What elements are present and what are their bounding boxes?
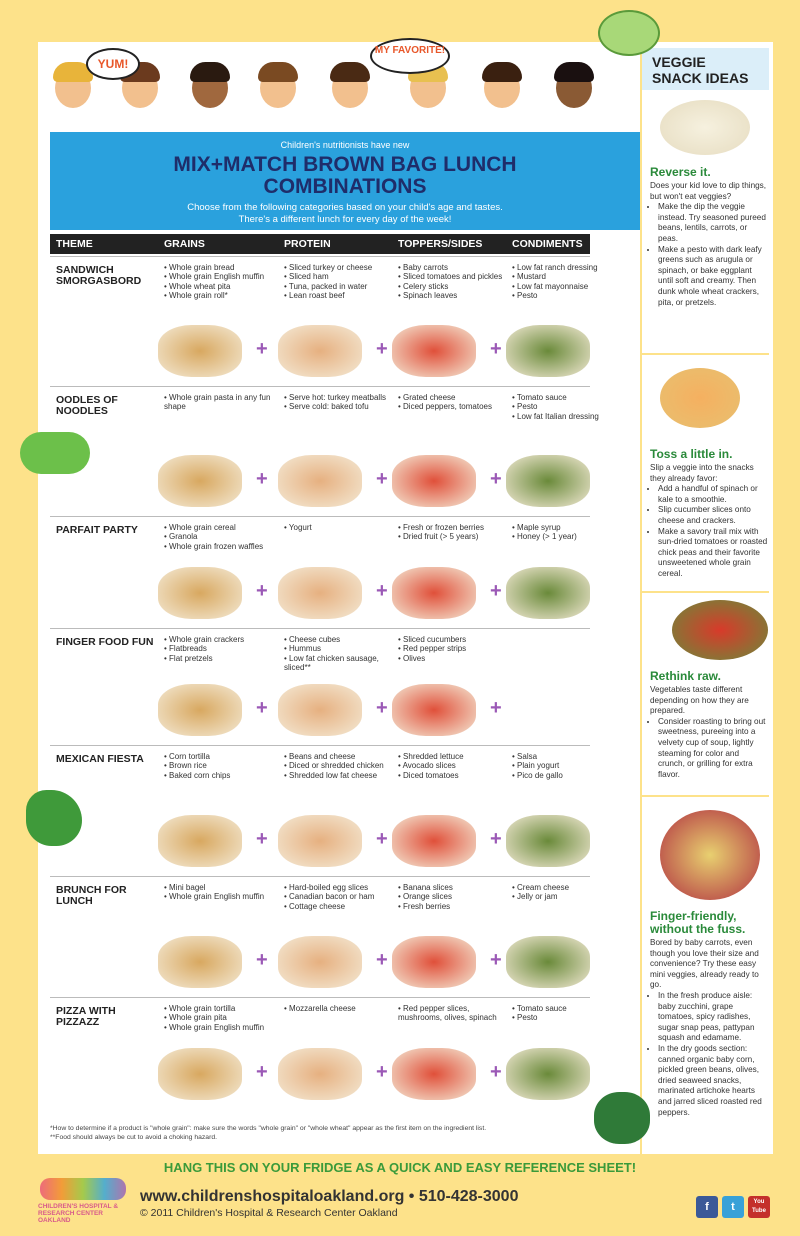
table-row [50, 256, 598, 387]
food-photo [278, 936, 362, 988]
desc-line-1: Choose from the following categories based on your child's age and tastes. [187, 202, 503, 213]
cell-toppers [398, 883, 508, 911]
section-intro: Does your kid love to dip things, but won't eat veggies? [650, 181, 767, 201]
header-condiments: CONDIMENTS [512, 238, 583, 250]
plus-icon: + [376, 1061, 388, 1083]
title-line-1: MIX+MATCH BROWN BAG LUNCH [173, 153, 517, 176]
cell-item: • Grated cheese [398, 393, 508, 402]
plus-icon: + [256, 1061, 268, 1083]
cell-item: • Brown rice [164, 761, 274, 770]
section-intro: Slip a veggie into the snacks they already favor: [650, 463, 754, 483]
sidebar-section-rethink [650, 670, 768, 780]
title-banner [50, 132, 640, 230]
hospital-logo-icon [40, 1178, 126, 1200]
cell-item: • Whole grain bread [164, 263, 274, 272]
plus-icon: + [376, 828, 388, 850]
cell-protein [284, 263, 394, 300]
plus-icon: + [490, 468, 502, 490]
cell-item: • Cheese cubes [284, 635, 394, 644]
table-row [50, 745, 590, 877]
dip-photo [660, 100, 750, 155]
cell-item: • Corn tortilla [164, 752, 274, 761]
crackers-photo [660, 368, 740, 428]
cell-condiments [512, 1004, 622, 1023]
cell-item: • Jelly or jam [512, 892, 622, 901]
facebook-icon[interactable]: f [696, 1196, 718, 1218]
cell-condiments [512, 523, 622, 542]
cell-protein [284, 523, 394, 532]
table-row [50, 876, 590, 998]
plus-icon: + [490, 949, 502, 971]
melon-character-icon [598, 10, 660, 56]
plus-icon: + [376, 697, 388, 719]
cell-item: • Banana slices [398, 883, 508, 892]
cell-grains [164, 883, 274, 902]
cell-item: • Diced peppers, tomatoes [398, 402, 508, 411]
cell-item: • Red pepper strips [398, 644, 508, 653]
cell-item: • Whole grain tortilla [164, 1004, 274, 1013]
food-photo [278, 1048, 362, 1100]
twitter-icon[interactable]: t [722, 1196, 744, 1218]
plus-icon: + [490, 1061, 502, 1083]
cell-item: • Orange slices [398, 892, 508, 901]
footnote-whole-grain: *How to determine if a product is "whole grain": make sure the words "whole grain" or "whole wheat" appear as the first item on the ingredient list. [50, 1125, 487, 1132]
sidebar-section-finger-friendly [650, 910, 768, 1118]
cell-item: • Plain yogurt [512, 761, 622, 770]
cell-item: • Fresh berries [398, 902, 508, 911]
cell-toppers [398, 393, 508, 412]
cell-grains [164, 1004, 274, 1032]
table-row [50, 628, 590, 746]
cell-item: • Whole grain frozen waffles [164, 542, 274, 551]
cell-condiments [512, 752, 622, 780]
plus-icon: + [490, 338, 502, 360]
header-grains: GRAINS [164, 238, 205, 250]
page-title [50, 154, 640, 198]
food-photo [278, 325, 362, 377]
food-photo [392, 815, 476, 867]
food-photo [392, 684, 476, 736]
cell-grains [164, 635, 274, 663]
pepper-character-icon [594, 1092, 650, 1144]
list-item: • Make a savory trail mix with sun-dried tomatoes or roasted chick peas and their favorite unsweetened whole grain cereal. [658, 527, 768, 580]
cell-item: • Flat pretzels [164, 654, 274, 663]
table-row [50, 997, 590, 1110]
food-photo [506, 455, 590, 507]
food-photo [392, 455, 476, 507]
plus-icon: + [256, 468, 268, 490]
cell-grains [164, 263, 274, 300]
row-theme: OODLES OF NOODLES [56, 394, 118, 417]
row-theme: PARFAIT PARTY [56, 524, 138, 536]
cell-condiments [512, 263, 622, 300]
food-photo [158, 325, 242, 377]
cell-item: • Pesto [512, 1013, 622, 1022]
food-photo [506, 1048, 590, 1100]
food-photo [506, 325, 590, 377]
title-line-2: COMBINATIONS [263, 175, 427, 198]
hospital-logo-text: CHILDREN'S HOSPITAL & RESEARCH CENTER OAKLAND [38, 1203, 119, 1224]
list-item: • Make a pesto with dark leafy greens such as arugula or spinach, or bake eggplant until soft and creamy. Then dunk whole wheat crackers, pita, or pretzels. [658, 245, 768, 309]
cell-item: • Spinach leaves [398, 291, 508, 300]
cell-item: • Sliced turkey or cheese [284, 263, 394, 272]
cell-item: • Olives [398, 654, 508, 663]
cell-item: • Baby carrots [398, 263, 508, 272]
food-photo [392, 1048, 476, 1100]
cell-item: • Cottage cheese [284, 902, 394, 911]
list-item: • Consider roasting to bring out sweetness, pureeing into a velvety cup of soup, lightly steaming for color and crunch, or grilling for extra flavor. [658, 717, 768, 781]
row-theme: PIZZA WITH PIZZAZZ [56, 1005, 116, 1028]
list-item: • In the dry goods section: canned organic baby corn, pickled green beans, olives, dried seaweed snacks, marinated artichoke hearts and jarred sliced roasted red peppers. [658, 1044, 768, 1118]
cell-item: • Whole grain pasta in any fun shape [164, 393, 274, 412]
row-theme: BRUNCH FOR LUNCH [56, 884, 127, 907]
row-theme: SANDWICH SMORGASBORD [56, 264, 142, 287]
cell-item: • Honey (> 1 year) [512, 532, 622, 541]
cell-item: • Whole grain cereal [164, 523, 274, 532]
cell-item: • Tuna, packed in water [284, 282, 394, 291]
plus-icon: + [490, 697, 502, 719]
cell-item: • Salsa [512, 752, 622, 761]
cell-item: • Whole grain roll* [164, 291, 274, 300]
section-title: Toss a little in. [650, 447, 733, 461]
cell-item: • Diced or shredded chicken [284, 761, 394, 770]
cell-item: • Fresh or frozen berries [398, 523, 508, 532]
food-photo [392, 567, 476, 619]
cell-protein [284, 752, 394, 780]
cell-item: • Whole grain crackers [164, 635, 274, 644]
cell-grains [164, 523, 274, 551]
cell-item: • Mozzarella cheese [284, 1004, 394, 1013]
cell-item: • Flatbreads [164, 644, 274, 653]
plus-icon: + [490, 828, 502, 850]
food-photo [158, 684, 242, 736]
plus-icon: + [256, 949, 268, 971]
cell-toppers [398, 1004, 508, 1023]
food-photo [506, 567, 590, 619]
list-item: • Make the dip the veggie instead. Try seasoned pureed beans, lentils, carrots, or peas. [658, 202, 768, 244]
cell-item: • Whole grain pita [164, 1013, 274, 1022]
cell-item: • Celery sticks [398, 282, 508, 291]
food-photo [158, 567, 242, 619]
mini-veggies-photo [660, 810, 760, 900]
cell-item: • Low fat Italian dressing [512, 412, 622, 421]
cell-toppers [398, 752, 508, 780]
cell-item: • Pesto [512, 402, 622, 411]
cell-item: • Whole grain English muffin [164, 892, 274, 901]
plus-icon: + [256, 697, 268, 719]
list-item: • Add a handful of spinach or kale to a smoothie. [658, 484, 768, 505]
cell-item: • Hard-boiled egg slices [284, 883, 394, 892]
cell-item: • Yogurt [284, 523, 394, 532]
plus-icon: + [376, 338, 388, 360]
row-theme: FINGER FOOD FUN [56, 636, 154, 648]
cell-item: • Mini bagel [164, 883, 274, 892]
food-photo [278, 567, 362, 619]
section-title: Reverse it. [650, 165, 711, 179]
cell-protein [284, 883, 394, 911]
footnote-choking: **Food should always be cut to avoid a choking hazard. [50, 1134, 218, 1141]
sidebar-section-reverse [650, 166, 768, 308]
cell-item: • Whole grain English muffin [164, 272, 274, 281]
copyright: © 2011 Children's Hospital & Research Center Oakland [140, 1207, 398, 1219]
food-photo [158, 1048, 242, 1100]
food-photo [158, 455, 242, 507]
header-theme: THEME [56, 238, 93, 250]
cell-item: • Whole wheat pita [164, 282, 274, 291]
roasted-veggies-photo [672, 600, 768, 660]
cell-grains [164, 393, 274, 412]
cell-item: • Tomato sauce [512, 1004, 622, 1013]
food-photo [392, 325, 476, 377]
table-row [50, 386, 599, 517]
cell-item: • Sliced ham [284, 272, 394, 281]
food-photo [278, 455, 362, 507]
section-intro: Bored by baby carrots, even though you love their size and convenience? Try these easy mini veggies, already ready to go. [650, 938, 759, 990]
cell-item: • Tomato sauce [512, 393, 622, 402]
favorite-bubble: MY FAVORITE! [370, 38, 450, 74]
table-header [50, 234, 590, 254]
cell-item: • Cream cheese [512, 883, 622, 892]
plus-icon: + [376, 949, 388, 971]
plus-icon: + [256, 828, 268, 850]
banner-subtitle: Children's nutritionists have new [280, 140, 410, 150]
food-photo [158, 936, 242, 988]
section-intro: Vegetables taste different depending on how they are prepared. [650, 685, 749, 716]
food-photo [506, 936, 590, 988]
cell-item: • Serve cold: baked tofu [284, 402, 394, 411]
peas-character-icon [20, 432, 90, 474]
cell-protein [284, 1004, 394, 1013]
cell-item: • Beans and cheese [284, 752, 394, 761]
cell-item: • Low fat chicken sausage, sliced** [284, 654, 394, 673]
list-item: • Slip cucumber slices onto cheese and crackers. [658, 505, 768, 526]
cell-protein [284, 393, 394, 412]
cell-item: • Whole grain English muffin [164, 1023, 274, 1032]
section-title: Finger-friendly, without the fuss. [650, 909, 746, 936]
sidebar-section-toss [650, 448, 768, 580]
cell-item: • Pesto [512, 291, 622, 300]
plus-icon: + [490, 580, 502, 602]
cell-item: • Red pepper slices, mushrooms, olives, spinach [398, 1004, 508, 1023]
plus-icon: + [376, 580, 388, 602]
header-toppers: TOPPERS/SIDES [398, 238, 483, 250]
cell-item: • Lean roast beef [284, 291, 394, 300]
cell-item: • Low fat mayonnaise [512, 282, 622, 291]
cell-protein [284, 635, 394, 672]
plus-icon: + [256, 580, 268, 602]
banner-description [50, 202, 640, 226]
cell-toppers [398, 635, 508, 663]
cell-item: • Dried fruit (> 5 years) [398, 532, 508, 541]
cell-item: • Sliced tomatoes and pickles [398, 272, 508, 281]
cell-item: • Serve hot: turkey meatballs [284, 393, 394, 402]
food-photo [392, 936, 476, 988]
cell-item: • Hummus [284, 644, 394, 653]
cell-condiments [512, 883, 622, 902]
cell-item: • Canadian bacon or ham [284, 892, 394, 901]
cell-item: • Granola [164, 532, 274, 541]
plus-icon: + [376, 468, 388, 490]
header-protein: PROTEIN [284, 238, 331, 250]
cell-item: • Shredded low fat cheese [284, 771, 394, 780]
list-item: • In the fresh produce aisle: baby zucchini, grape tomatoes, spicy radishes, sugar snap peas, pattypan squash and edamame. [658, 991, 768, 1044]
cell-item: • Shredded lettuce [398, 752, 508, 761]
fridge-reminder: HANG THIS ON YOUR FRIDGE AS A QUICK AND EASY REFERENCE SHEET! [163, 1160, 637, 1175]
cell-condiments [512, 393, 622, 421]
table-row [50, 516, 590, 629]
cell-toppers [398, 263, 508, 300]
row-theme: MEXICAN FIESTA [56, 753, 144, 765]
cell-toppers [398, 523, 508, 542]
food-photo [278, 815, 362, 867]
cell-grains [164, 752, 274, 780]
sidebar-heading: VEGGIE SNACK IDEAS [642, 48, 769, 90]
desc-line-2: There's a different lunch for every day of the week! [238, 214, 452, 225]
cell-item: • Diced tomatoes [398, 771, 508, 780]
cell-item: • Sliced cucumbers [398, 635, 508, 644]
cell-item: • Pico de gallo [512, 771, 622, 780]
food-photo [506, 815, 590, 867]
yum-bubble: YUM! [86, 48, 140, 80]
plus-icon: + [256, 338, 268, 360]
food-photo [278, 684, 362, 736]
cell-item: • Avocado slices [398, 761, 508, 770]
contact-line[interactable]: www.childrenshospitaloakland.org • 510-428-3000 [140, 1188, 519, 1205]
cell-item: • Baked corn chips [164, 771, 274, 780]
cell-item: • Maple syrup [512, 523, 622, 532]
youtube-icon[interactable]: You Tube [748, 1196, 770, 1218]
cell-item: • Mustard [512, 272, 622, 281]
food-photo [158, 815, 242, 867]
cell-item: • Low fat ranch dressing [512, 263, 622, 272]
section-title: Rethink raw. [650, 669, 721, 683]
